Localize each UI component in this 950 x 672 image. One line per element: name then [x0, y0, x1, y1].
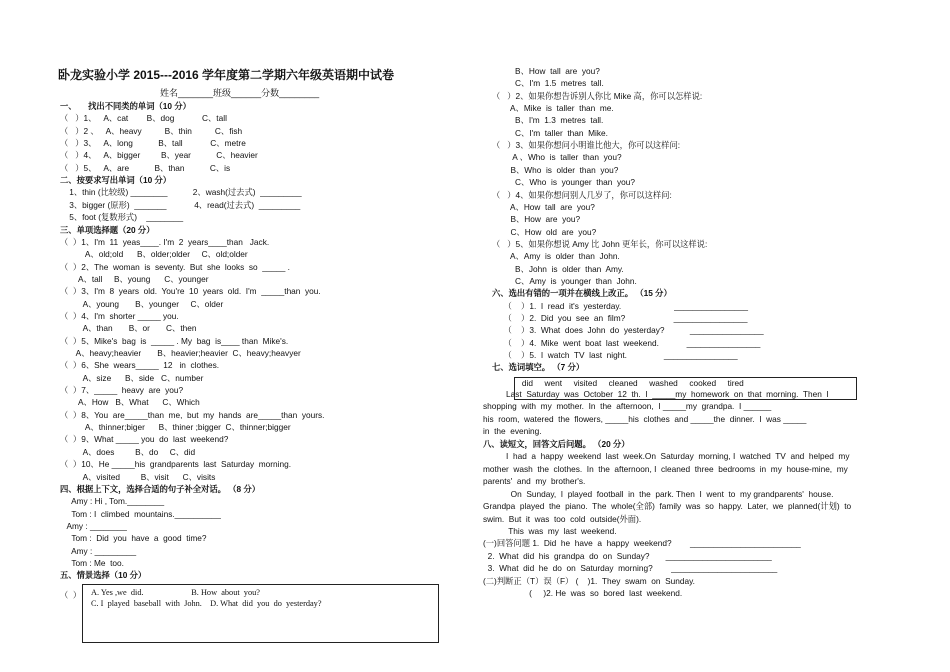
text-line: （ ）8、You are_____than me, but my hands are_____than yours. — [60, 409, 325, 420]
dialogue-option-row-1: A. Yes ,we did. B. How about you? — [91, 588, 260, 597]
text-line: 3、bigger (原形) _______ 4、read(过去式) _________ — [60, 199, 301, 210]
text-line: （ ）7、_____ heavy are you? — [60, 385, 184, 396]
section-heading: 三、单项选择题（20 分） — [60, 224, 155, 235]
section-heading: 五、情景选择（10 分） — [60, 570, 147, 581]
text-line: swim. But it was too cold outside(外面). — [483, 513, 642, 524]
text-line: 3. What did he do on Saturday morning? _______________________ — [483, 563, 778, 574]
text-line: B、Who is older than you? — [492, 164, 619, 175]
text-line: （ ）2 、 A、heavy B、thin C、fish — [60, 125, 243, 136]
section-heading: 八、读短文，回答文后问题。 （20 分） — [483, 438, 630, 449]
text-line: I had a happy weekend last week.On Saturday morning, I watched TV and helped my — [483, 451, 850, 462]
text-line: Amy : Hi , Tom.________ — [60, 496, 165, 507]
text-line: C、I'm taller than Mike. — [492, 127, 608, 138]
text-line: （ ）4、I'm shorter _____ you. — [60, 310, 179, 321]
section-heading: 四、根据上下文，选择合适的句子补全对话。 （8 分） — [60, 483, 261, 494]
text-line: A、does B、do C、did — [60, 446, 196, 457]
text-line: A、size B、side C、number — [60, 372, 204, 383]
text-line: A、old;old B、older;older C、old;older — [60, 249, 248, 260]
text-line: （ ）3、如果你想问小明谁比他大，你可以这样问: — [492, 140, 681, 151]
text-line: A、thinner;biger B、thiner ;bigger C、thinner;bigger — [60, 422, 291, 433]
text-line: 5、foot (复数形式) ________ — [60, 212, 184, 223]
text-line: mother wash the clothes. In the afternoon, I cleaned three bedrooms in my house-mine, my — [483, 463, 848, 474]
text-line: （ ）5、 A、are B、than C、is — [60, 162, 231, 173]
section-heading: 一、 找出不同类的单词（10 分） — [60, 101, 191, 111]
text-line: Tom : Did you have a good time? — [60, 533, 207, 544]
text-line: （ ）5、Mike's bag is _____ . My bag is____ than Mike's. — [60, 335, 289, 346]
text-line: B、John is older than Amy. — [492, 263, 624, 274]
student-info: 姓名_______班级______分数________ — [160, 88, 320, 98]
text-line: Grandpa played the piano. The whole(全部) family was so happy. Later, we planned(计划) to — [483, 501, 852, 512]
text-line: C、Amy is younger than John. — [492, 275, 637, 286]
text-line: 1、thin (比较级) ________ 2、wash(过去式) _________ — [60, 187, 302, 198]
text-line: （ ）5. I watch TV last night. ________________ — [492, 350, 738, 361]
text-line: Tom : I climbed mountains.__________ — [60, 508, 221, 519]
text-line: （ ）1. I read it's yesterday. ________________ — [492, 300, 749, 311]
text-line: （ ）1、 A、cat B、dog C、tall — [60, 113, 227, 124]
text-line: Amy : _________ — [60, 545, 137, 556]
text-line: Tom : Me too. — [60, 557, 124, 568]
text-line: A、Amy is older than John. — [492, 251, 620, 262]
text-line: A、How B、What C、Which — [60, 397, 200, 408]
text-line: （ ）4. Mike went boat last weekend. ________________ — [492, 337, 761, 348]
text-line: （ ）9、What _____ you do last weekend? — [60, 434, 229, 445]
dialogue-option-row-2: C. I played baseball with John. D. What did you do yesterday? — [91, 599, 322, 608]
text-line: C、How old are you? — [492, 226, 597, 237]
text-line: A、Mike is taller than me. — [492, 103, 614, 114]
section-heading: 六、选出有错的一项并在横线上改正。 （15 分） — [492, 288, 672, 299]
text-line: （ ）3. What does John do yesterday? ________________ — [492, 325, 764, 336]
text-line: This was my last weekend. — [483, 525, 617, 536]
text-line: Amy : ________ — [60, 520, 127, 531]
page-title: 卧龙实验小学 2015---2016 学年度第二学期六年级英语期中试卷 — [58, 68, 395, 82]
text-line: (二)判断正（T）误（F） ( )1. They swam on Sunday. — [483, 575, 695, 586]
text-line: On Sunday, I played football in the park. Then I went to my grandparents' house. — [483, 488, 834, 499]
text-line: （ ）10、He _____his grandparents last Saturday morning. — [60, 459, 292, 470]
text-line: C、I'm 1.5 metres tall. — [492, 78, 604, 89]
text-line: （ ）2、The woman is seventy. But she looks so _____ . — [60, 261, 290, 272]
text-line: parents' and my brother's. — [483, 476, 586, 487]
text-line: A、How tall are you? — [492, 201, 595, 212]
text-line: （ ）1、I'm 11 yeas____. I'm 2 years____than Jack. — [60, 236, 270, 247]
text-line: （ ）4、 A、bigger B、year C、heavier — [60, 150, 258, 161]
text-line: （ ）2. Did you see an film? ________________ — [492, 313, 748, 323]
text-line: Last Saturday was October 12 th. I _____my homework on that morning. Then I — [483, 389, 829, 399]
text-line: A、than B、or C、then — [60, 323, 197, 334]
text-line: in the evening. — [483, 426, 542, 437]
text-line: his room, watered the flowers, _____his clothes and _____the dinner. I was _____ — [483, 413, 807, 424]
text-line: B、How tall are you? — [492, 66, 600, 76]
text-line: （ ）4、如果你想问别人几岁了，你可以这样问: — [492, 189, 672, 200]
text-line: （ ）2、如果你想告诉别人你比 Mike 高，你可以怎样说: — [492, 90, 703, 101]
text-line: (一)回答问题 1. Did he have a happy weekend? ________________________ — [483, 538, 801, 549]
text-line: B、I'm 1.3 metres tall. — [492, 115, 604, 126]
text-line: A、heavy;heavier B、heavier;heavier C、heavy;heavyer — [60, 348, 301, 358]
text-line: B、How are you? — [492, 214, 581, 225]
text-line: A 、Who is taller than you? — [492, 152, 622, 163]
text-line: （ ）3、I'm 8 years old. You're 10 years old. I'm _____than you. — [60, 286, 321, 297]
dialogue-options-box — [82, 584, 439, 643]
question-paren: （ ） — [60, 590, 82, 600]
text-line: 2. What did his grandpa do on Sunday? _______________________ — [483, 550, 772, 561]
text-line: ( )2. He was so bored last weekend. — [483, 588, 683, 599]
text-line: （ ）5、如果你想说 Amy 比 John 更年长，你可以这样说: — [492, 238, 708, 249]
text-line: shopping with my mother. In the afternoon, I _____my grandpa. I ______ — [483, 401, 772, 412]
word-bank-box — [514, 377, 857, 400]
text-line: C、Who is younger than you? — [492, 177, 635, 188]
text-line: A、tall B、young C、younger — [60, 273, 209, 284]
text-line: A、young B、younger C、older — [60, 298, 224, 309]
text-line: （ ）3、 A、long B、tall C、metre — [60, 138, 246, 149]
text-line: A、visited B、visit C、visits — [60, 471, 216, 482]
section-heading: 七、选词填空。 （7 分） — [492, 362, 585, 373]
section-heading: 二、按要求写出单词（10 分） — [60, 175, 172, 186]
word-bank: did went visited cleaned washed cooked tired — [515, 378, 744, 388]
text-line: （ ）6、She wears_____ 12 in clothes. — [60, 360, 220, 371]
